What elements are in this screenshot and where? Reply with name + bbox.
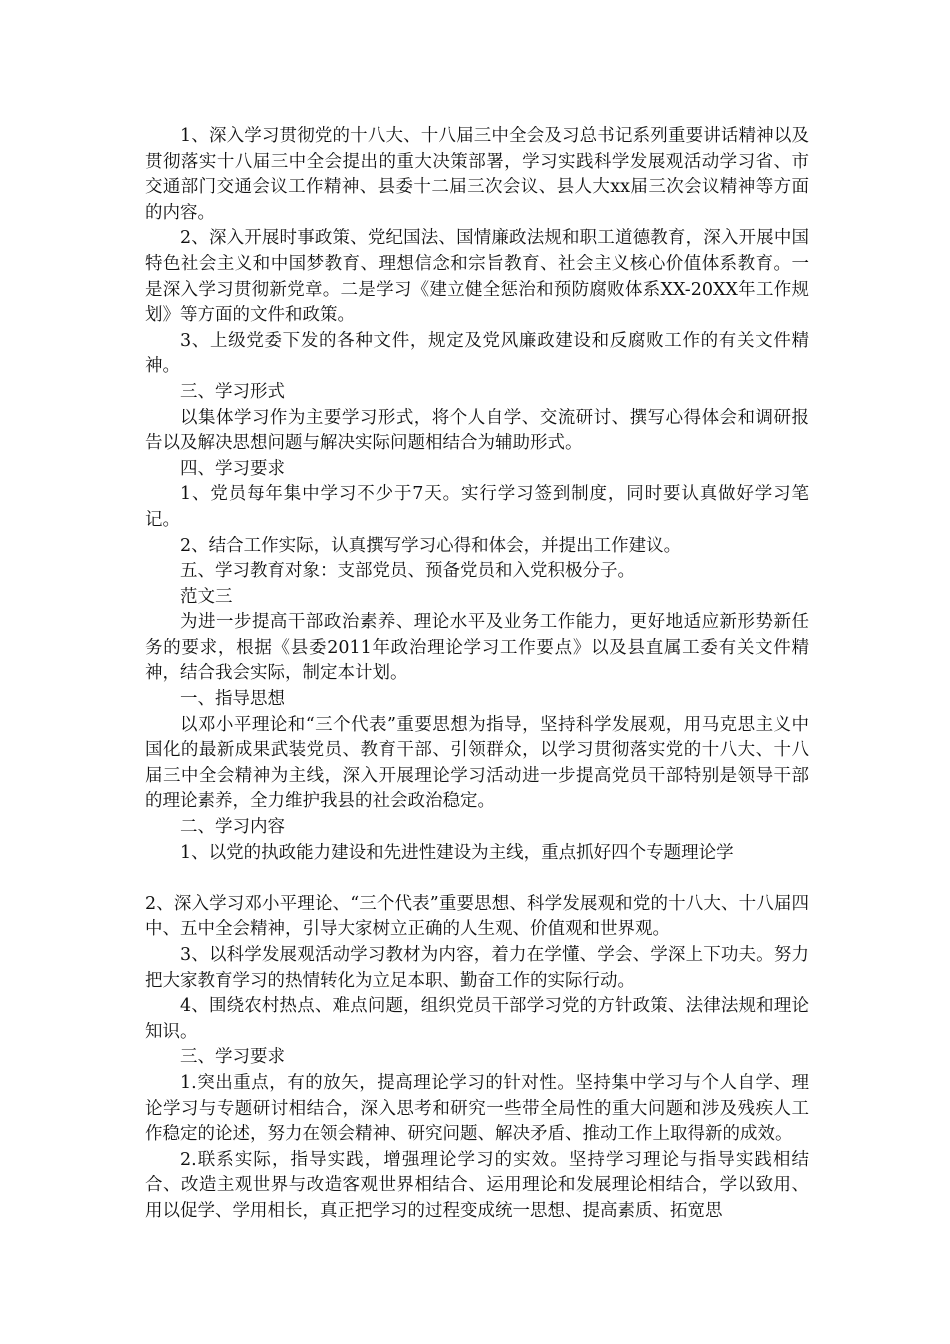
paragraph-1: 1、深入学习贯彻党的十八大、十八届三中全会及习总书记系列重要讲话精神以及贯彻落实十八届三中全会提出的重大决策部署，学习实践科学发展观活动学习省、市交通部门交通会议工作精神、县委十二届三次会议、县人大xx届三次会议精神等方面的内容。 (145, 126, 809, 223)
paragraph-content-1: 1、以党的执政能力建设和先进性建设为主线，重点抓好四个专题理论学 (180, 842, 734, 863)
paragraph-content-3: 3、以科学发展观活动学习教材为内容，着力在学懂、学会、学深上下功夫。努力把大家教育学习的热情转化为立足本职、勤奋工作的实际行动。 (145, 945, 809, 991)
paragraph-study-targets: 五、学习教育对象：支部党员、预备党员和入党积极分子。 (180, 561, 635, 582)
heading-sample-three: 范文三 (180, 586, 233, 607)
paragraph-guiding-ideology: 以邓小平理论和“三个代表”重要思想为指导，坚持科学发展观，用马克思主义中国化的最新成果武装党员、教育干部、引领群众，以学习贯彻落实党的十八大、十八届三中全会精神为主线，深入开展理论学习活动进一步提高党员干部特别是领导干部的理论素养，全力维护我县的社会政治稳定。 (145, 714, 809, 812)
paragraph-intro: 为进一步提高干部政治素养、理论水平及业务工作能力，更好地适应新形势新任务的要求，根据《县委2011年政治理论学习工作要点》以及县直属工委有关文件精神，结合我会实际，制定本计划。 (145, 612, 809, 684)
page-gap (145, 866, 809, 892)
heading-study-form: 三、学习形式 (180, 381, 285, 402)
paragraph-requirement-2: 2、结合工作实际，认真撰写学习心得和体会，并提出工作建议。 (180, 535, 682, 556)
paragraph-content-4: 4、围绕农村热点、难点问题，组织党员干部学习党的方针政策、法律法规和理论知识。 (145, 996, 809, 1042)
paragraph-3: 3、上级党委下发的各种文件，规定及党风廉政建设和反腐败工作的有关文件精神。 (145, 330, 809, 377)
heading-study-content: 二、学习内容 (180, 817, 285, 838)
paragraph-2: 2、深入开展时事政策、党纪国法、国情廉政法规和职工道德教育，深入开展中国特色社会主义和中国梦教育、理想信念和宗旨教育、社会主义核心价值体系教育。一是深入学习贯彻新党章。二是学习《建立健全惩治和预防腐败体系XX-20XX年工作规划》等方面的文件和政策。 (145, 228, 809, 326)
heading-guiding-ideology: 一、指导思想 (180, 689, 285, 710)
document-page (145, 124, 809, 1225)
paragraph-content-2: 2、深入学习邓小平理论、“三个代表”重要思想、科学发展观和党的十八大、十八届四中、五中全会精神，引导大家树立正确的人生观、价值观和世界观。 (145, 893, 809, 940)
paragraph-practice: 2.联系实际，指导实践，增强理论学习的实效。坚持学习理论与指导实践相结合、改造主观世界与改造客观世界相结合、运用理论和发展理论相结合，学以致用、用以促学、学用相长，真正把学习的过程变成统一思想、提高素质、拓宽思 (145, 1149, 809, 1221)
heading-study-requirements: 四、学习要求 (180, 458, 285, 479)
paragraph-focus: 1.突出重点，有的放矢，提高理论学习的针对性。坚持集中学习与个人自学、理论学习与专题研讨相结合，深入思考和研究一些带全局性的重大问题和涉及残疾人工作稳定的论述，努力在领会精神、研究问题、解决矛盾、推动工作上取得新的成效。 (145, 1072, 809, 1145)
paragraph-requirement-1: 1、党员每年集中学习不少于7天。实行学习签到制度，同时要认真做好学习笔记。 (145, 484, 809, 530)
heading-study-requirements-2: 三、学习要求 (180, 1047, 285, 1068)
paragraph-study-form: 以集体学习作为主要学习形式，将个人自学、交流研讨、撰写心得体会和调研报告以及解决思想问题与解决实际问题相结合为辅助形式。 (145, 407, 809, 454)
